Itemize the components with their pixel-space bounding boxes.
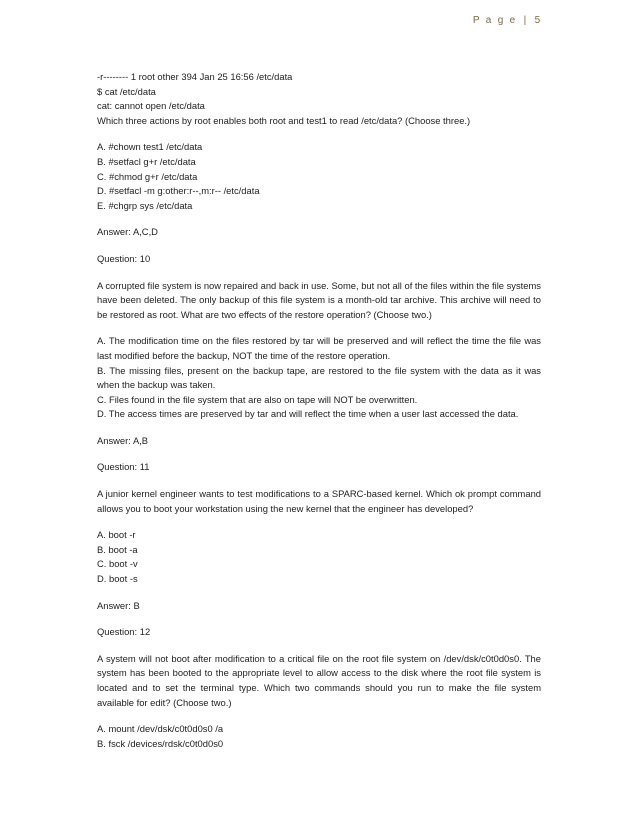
q10-answer: Answer: A,B: [97, 434, 149, 446]
q10-option-b: B. The missing files, present on the backup tape, are restored to the file system with the data as it was when the backup was taken.: [97, 364, 541, 391]
q10-text: A corrupted file system is now repaired and back in use. Some, but not all of the files within the file systems have been deleted. The only backup of this file system is a month-old tar archive. This archive will need to be restored as root. What are two effects of the restore operation? (Choose two.): [97, 279, 541, 320]
document-body: [97, 70, 541, 751]
intro-line: -r-------- 1 root other 394 Jan 25 16:56 /etc/data: [97, 71, 293, 82]
q9-option-a: A. #chown test1 /etc/data: [97, 141, 203, 153]
q12-text: A system will not boot after modification to a critical file on the root file system on /dev/dsk/c0t0d0s0. The system has been booted to the appropriate level to allow access to the disk where the root file system is located and to set the terminal type. Which two commands should you run to make the file system available for edit? (Choose two.): [97, 652, 541, 708]
q11-text: A junior kernel engineer wants to test modifications to a SPARC-based kernel. Which ok prompt command allows you to boot your workstation using the new kernel that the engineer has developed?: [97, 488, 541, 514]
q10-option-d: D. The access times are preserved by tar and will reflect the time when a user last accessed the data.: [97, 408, 519, 420]
q10-title: Question: 10: [97, 252, 151, 264]
page-header: [473, 15, 542, 26]
q9-option-e: E. #chgrp sys /etc/data: [97, 199, 193, 211]
q9-option-c: C. #chmod g+r /etc/data: [97, 170, 198, 182]
page-label: P a g e: [472, 15, 518, 26]
q10-option-c: C. Files found in the file system that are also on tape will NOT be overwritten.: [97, 393, 418, 405]
q9-answer: Answer: A,C,D: [97, 226, 158, 238]
q12-option-b: B. fsck /devices/rdsk/c0t0d0s0: [97, 737, 224, 749]
page-separator: |: [523, 15, 529, 26]
q12-title: Question: 12: [97, 626, 151, 638]
q11-option-b: B. boot -a: [97, 543, 138, 555]
q11-option-a: A. boot -r: [97, 529, 136, 541]
q9-option-b: B. #setfacl g+r /etc/data: [97, 155, 196, 167]
q11-option-d: D. boot -s: [97, 573, 138, 585]
q11-title: Question: 11: [97, 461, 150, 473]
intro-line: $ cat /etc/data: [97, 85, 156, 97]
page-number: 5: [534, 15, 542, 26]
intro-line: Which three actions by root enables both root and test1 to read /etc/data? (Choose three.): [97, 114, 471, 126]
q12-option-a: A. mount /dev/dsk/c0t0d0s0 /a: [97, 723, 224, 735]
q11-option-c: C. boot -v: [97, 558, 138, 570]
q10-option-a: A. The modification time on the files restored by tar will be preserved and will reflect the time the file was last modified before the backup, NOT the time of the restore operation.: [97, 335, 541, 361]
q9-option-d: D. #setfacl -m g:other:r--,m:r-- /etc/data: [97, 185, 260, 197]
intro-line: cat: cannot open /etc/data: [97, 100, 205, 112]
q11-answer: Answer: B: [97, 599, 140, 611]
